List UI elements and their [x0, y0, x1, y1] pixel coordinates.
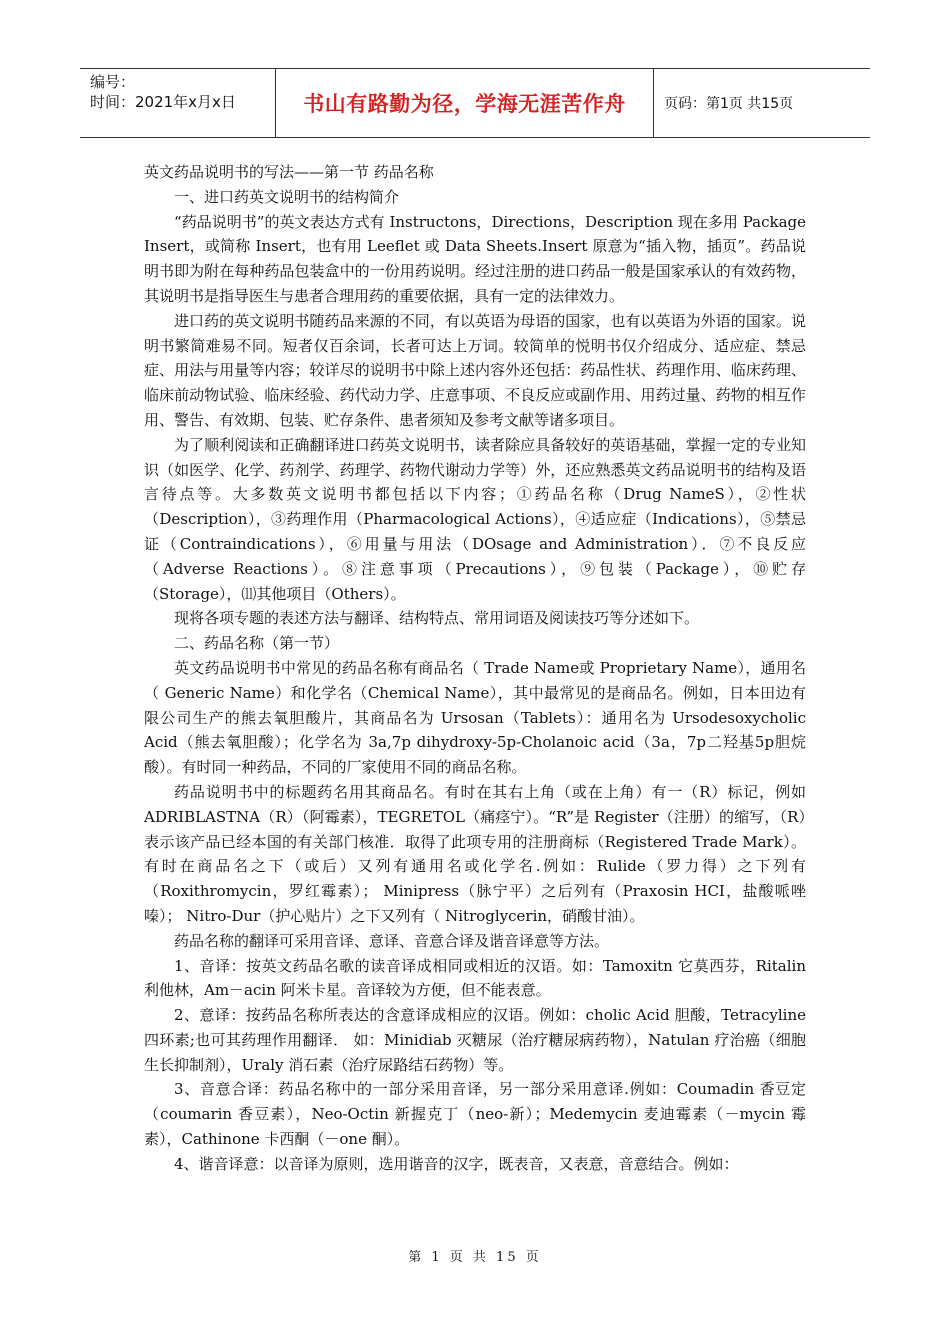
document-title: 英文药品说明书的写法——第一节 药品名称 [144, 163, 434, 181]
header-page-info: 页码：第1页 共15页 [664, 96, 794, 112]
body-paragraph: 1、音译：按英文药品名歌的读音译成相同或相近的汉语。如：Tamoxitn 它莫西芬，Ritalin 利他林，Am－acin 阿米卡星。音译较为方便，但不能表意。 [144, 956, 806, 1000]
body-paragraph: 现将各项专题的表述方法与翻译、结构特点、常用词语及阅读技巧等分述如下。 [174, 609, 700, 628]
document-number-label: 编号： [90, 73, 136, 91]
body-paragraph: 进口药的英文说明书随药品来源的不同，有以英语为母语的国家，也有以英语为外语的国家。说明书繁简难易不同。短者仅百余词，长者可达上万词。较简单的悦明书仅介绍成分、适应症、禁忌症、用法与用量等内容；较详尽的说明书中除上述内容外还包括：药品性状、药理作用、临床药理、临床前动物试验、临床经验、药代动力学、庄意事项、不良反应或副作用、用药过量、药物的相互作用、警告、有效期、包装、贮存条件、患者须知及参考文献等诸多项目。 [144, 311, 806, 429]
body-paragraph: 药品说明书中的标题药名用其商品名。有时在其右上角（或在上角）有一（R）标记，例如 ADRIBLASTNA（R）（阿霉素），TEGRETOL（痛痉宁）。“R”是 Register（注册）的缩写，（R）表示该产品已经本国的有关部门核准．取得了此项专用的注册商标（Registered Trade Mark）。有时在商品名之下（或后）又列有通用名或化学名.例如：Rulide（罗力得）之下列有（Roxithromycin，罗红霉素）； Minipress（脉宁平）之后列有（Praxosin HCI，盐酸哌唑嗪）； Nitro-Dur（护心贴片）之下又列有（ Nitroglycerin，硝酸甘油）。 [144, 782, 806, 925]
page-footer: 第 1 页 共 15 页 [408, 1250, 542, 1265]
body-paragraph: 一、进口药英文说明书的结构简介 [174, 187, 400, 206]
body-paragraph: 2、意译：按药品名称所表达的含意译成相应的汉语。例如：cholic Acid 胆酸，Tetracyline 四环素;也可其药理作用翻译． 如：Minidiab 灭糖尿（治疗糖尿病药物），Natulan 疗治癌（细胞生长抑制剂），Uraly 消石素（治疗尿路结石药物）等。 [144, 1006, 806, 1074]
body-paragraph: 药品名称的翻译可采用音译、意译、音意合译及谐音译意等方法。 [174, 931, 610, 950]
body-paragraph: 英文药品说明书中常见的药品名称有商品名（ Trade Name或 Proprietary Name），通用名（ Generic Name）和化学名（Chemical Name），其中最常见的是商品名。例如，日本田边有限公司生产的熊去氧胆酸片，其商品名为 Ursosan（Tablets）：通用名为 Ursodesoxycholic Acid（熊去氧胆酸）；化学名为 3a,7p dihydroxy-5p-Cholanoic acid（3a，7p二羟基5p胆烷酸）。有时同一种药品，不同的厂家使用不同的商品名称。 [144, 658, 806, 777]
document-body [144, 160, 806, 1177]
body-paragraph: “药品说明书”的英文表达方式有 Instructons，Directions，Description 现在多用 Package Insert，或简称 Insert，也有用 Leeflet 或 Data Sheets.Insert 原意为“插入物，插页”。药品说明书即为附在每种药品包装盒中的一份用药说明。经过注册的进口药品一般是国家承认的有效药物，其说明书是指导医生与患者合理用药的重要依据，具有一定的法律效力。 [144, 212, 806, 305]
body-paragraph: 二、药品名称（第一节） [174, 634, 340, 653]
body-paragraph: 4、谐音译意：以音译为原则，选用谐音的汉字，既表音，又表意，音意结合。例如： [174, 1154, 739, 1173]
header-meta [80, 69, 276, 137]
body-paragraph: 3、音意合译：药品名称中的一部分采用音译，另一部分采用意译.例如：Coumadin 香豆定（coumarin 香豆素），Neo-Octin 新握克丁（neo-新）；Medemycin 麦迪霉素（－mycin 霉素），Cathinone 卡西酮（－one 酮）。 [144, 1080, 806, 1149]
body-paragraph: 为了顺利阅读和正确翻译进口药英文说明书，读者除应具备较好的英语基础，掌握一定的专业知识（如医学、化学、药剂学、药理学、药物代谢动力学等）外，还应熟悉英文药品说明书的结构及语言待点等。大多数英文说明书都包括以下内容；①药品名称（Drug NameS），②性状（Description），③药理作用（Pharmacological Actions），④适应症（Indications），⑤禁忌证（Contraindications），⑥用量与用法（DOsage and Administration）．⑦不良反应（Adverse Reactions）。⑧注意事项（Precautions），⑨包装（Package），⑩贮存（Storage），⑾其他项目（Others）。 [144, 435, 806, 603]
document-time-label: 时间：2021年x月x日 [90, 93, 236, 111]
page-header [80, 68, 870, 138]
header-motto: 书山有路勤为径，学海无涯苦作舟 [276, 69, 654, 137]
